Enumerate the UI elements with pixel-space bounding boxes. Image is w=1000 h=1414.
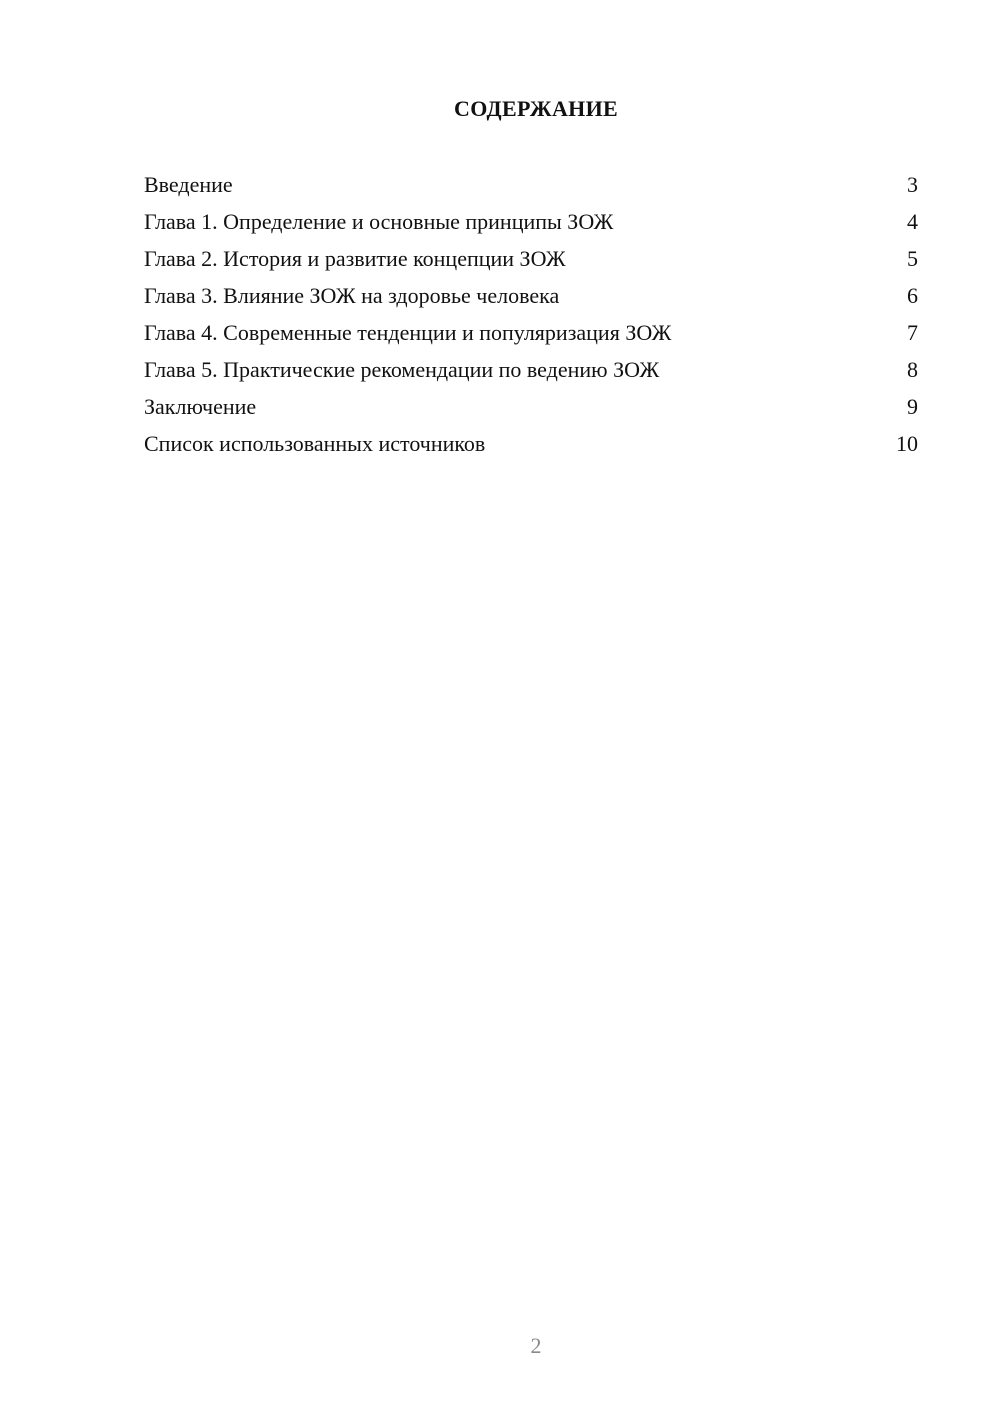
toc-title: СОДЕРЖАНИЕ [454, 96, 618, 121]
toc-entry-references [144, 429, 918, 466]
toc-entry-label: Введение [144, 172, 233, 197]
toc-entry-chapter-1 [144, 207, 918, 244]
toc-entry-label: Глава 1. Определение и основные принципы ЗОЖ [144, 209, 614, 234]
toc-entry-introduction [144, 170, 918, 207]
toc-entry-page: 9 [907, 394, 918, 419]
toc-entry-conclusion [144, 392, 918, 429]
toc-entry-chapter-2 [144, 244, 918, 281]
toc-entry-chapter-5 [144, 355, 918, 392]
toc-entry-page: 10 [896, 431, 918, 456]
toc-entry-page: 8 [907, 357, 918, 382]
toc-entry-page: 7 [907, 320, 918, 345]
page-number: 2 [530, 1333, 542, 1358]
toc-entry-page: 4 [907, 209, 918, 234]
toc-entry-label: Заключение [144, 394, 257, 419]
toc-entry-label: Глава 4. Современные тенденции и популяризация ЗОЖ [144, 320, 672, 345]
toc-entry-chapter-4 [144, 318, 918, 355]
toc-list [144, 170, 918, 466]
toc-entry-page: 3 [907, 172, 918, 197]
toc-entry-page: 5 [907, 246, 918, 271]
toc-entry-label: Глава 3. Влияние ЗОЖ на здоровье человека [144, 283, 560, 308]
toc-entry-page: 6 [907, 283, 918, 308]
toc-entry-label: Глава 5. Практические рекомендации по ведению ЗОЖ [144, 357, 660, 382]
toc-entry-chapter-3 [144, 281, 918, 318]
toc-entry-label: Список использованных источников [144, 431, 486, 456]
toc-entry-label: Глава 2. История и развитие концепции ЗОЖ [144, 246, 566, 271]
